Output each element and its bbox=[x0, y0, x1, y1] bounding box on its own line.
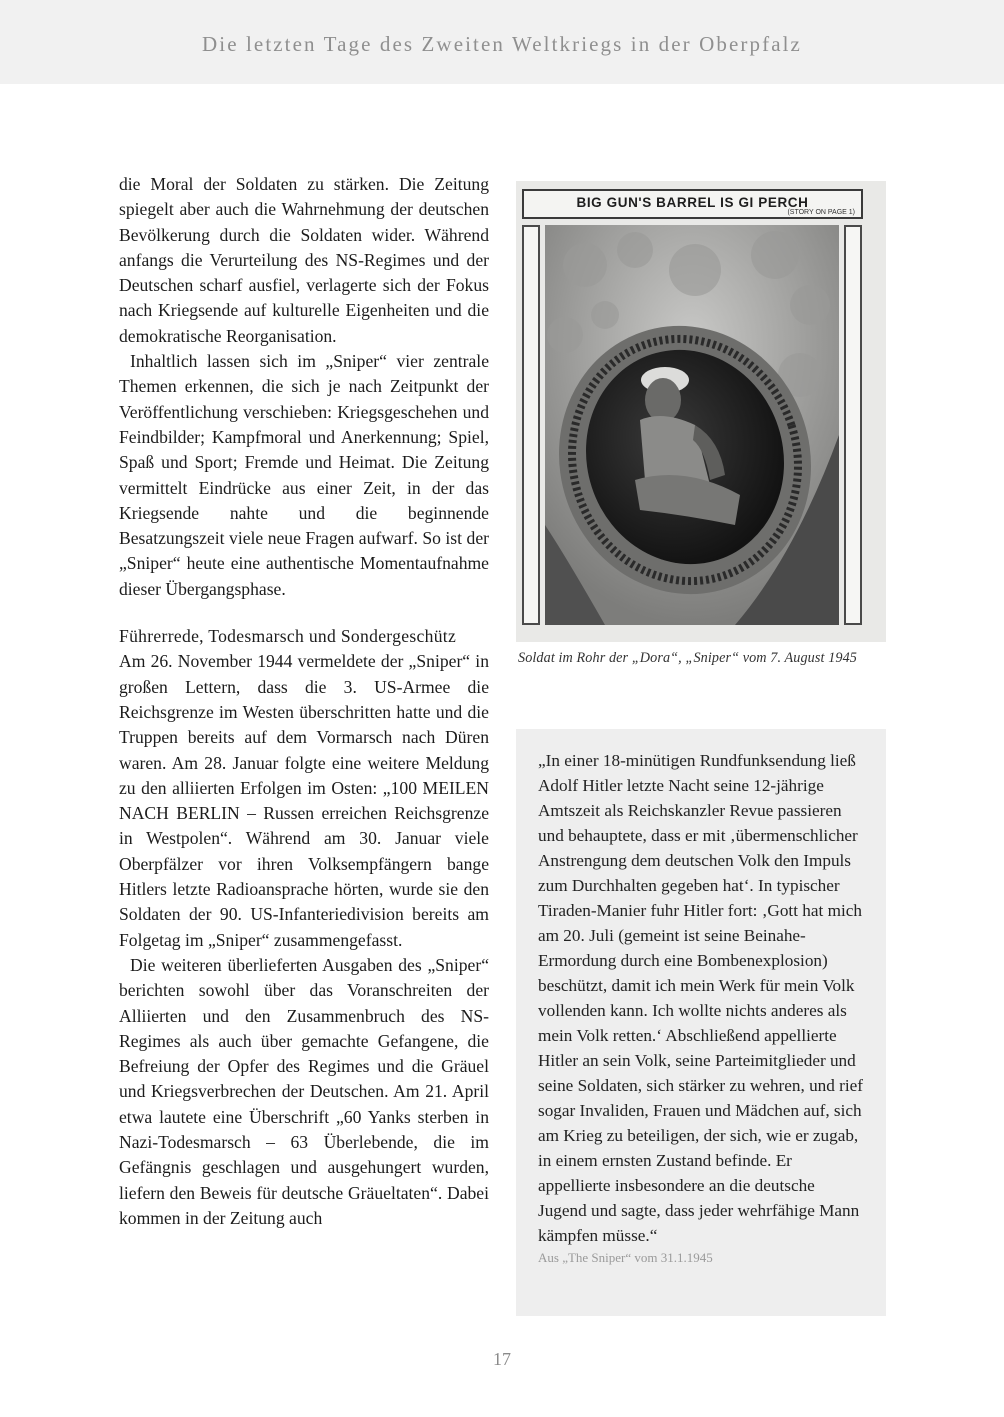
quote-text: „In einer 18-minütigen Rundfunksendung ließ Adolf Hitler letzte Nacht seine 12-jährige Amtszeit als Reichskanzler Revue passieren und behauptete, dass er mit ‚übermenschlicher Anstrengung dem deutschen Volk den Impuls zum Durchhalten gegeben hat‘. In typischer Tiraden-Manier fuhr Hitler fort: ‚Gott hat mich am 20. Juli (gemeint ist seine Beinahe-Ermordung durch eine Bombenexplosion) beschützt, damit ich mein Werk für mein Volk vollenden kann. Ich wollte nichts anderes als mein Volk retten.‘ Abschließend appellierte Hitler an sein Volk, seine Parteimitglieder und seine Soldaten, sich stärker zu wehren, und rief sogar Invaliden, Frauen und Mädchen auf, sich am Krieg zu beteiligen, der sich, wie er zugab, in einem ernsten Zustand befinde. Er appellierte insbesondere an die deutsche Jugend und sagte, dass jeder wehrfähige Mann kämpfen müsse.“ bbox=[538, 751, 864, 1245]
quote-box bbox=[516, 729, 886, 1316]
clipping-subline: (STORY ON PAGE 1) bbox=[787, 209, 855, 216]
body-paragraph: Die weiteren überlieferten Ausgaben des „Sniper“ berichten sowohl über das Voranschreiten der Alliierten und den Zusammenbruch des NS-Regimes als auch über gemachte Gefangene, die Befreiung der Opfer des Regimes und die Gräuel und Kriegsverbrechen der Deutschen. Am 21. April etwa lautete eine Überschrift „60 Yanks sterben in Nazi-Todesmarsch – 63 Überlebende, die im Gefängnis geschlagen und ausgehungert wurden, liefern den Beweis für deutsche Gräueltaten“. Dabei kommen in der Zeitung auch bbox=[119, 954, 489, 1228]
clipping-left-rule bbox=[522, 225, 540, 625]
running-header-title: Die letzten Tage des Zweiten Weltkriegs in der Oberpfalz bbox=[202, 32, 802, 56]
page-number: 17 bbox=[493, 1349, 511, 1369]
newspaper-clipping bbox=[516, 181, 886, 642]
clipping-right-rule bbox=[844, 225, 862, 625]
figure-caption: Soldat im Rohr der „Dora“, „Sniper“ vom 7. August 1945 bbox=[518, 650, 857, 666]
body-paragraph: die Moral der Soldaten zu stärken. Die Zeitung spiegelt aber auch die Wahrnehmung der deutschen Bevölkerung durch die Soldaten wider. Während anfangs die Verurteilung des NS-Regimes und der Deutschen scharf ausfiel, verlagerte sich der Fokus nach Kriegsende auf kulturelle Eigenheiten und die demokratische Reorganisation. bbox=[119, 174, 489, 346]
body-paragraph: Inhaltlich lassen sich im „Sniper“ vier zentrale Themen erkennen, die sich je nach Zeitpunkt der Veröffentlichung verschieben: Kriegsgeschehen und Feindbilder; Kampfmoral und Anerkennung; Spiel, Spaß und Sport; Fremde und Heimat. Die Zeitung vermittelt Eindrücke aus einer Zeit, in der das Kriegsende nahte und die beginnende Besatzungszeit viele neue Fragen aufwarf. So ist der „Sniper“ heute eine authentische Momentaufnahme dieser Übergangsphase. bbox=[119, 351, 489, 599]
section-heading: Führerrede, Todesmarsch und Sondergeschütz bbox=[119, 626, 457, 647]
body-paragraph: Am 26. November 1944 vermeldete der „Sniper“ in großen Lettern, dass die 3. US-Armee die Reichsgrenze im Westen überschritten hatte und die Truppen bereits auf dem Vormarsch nach Düren waren. Am 28. Januar folgte eine weitere Meldung zu den alliierten Erfolgen im Osten: „100 MEILEN NACH BERLIN – Russen erreichen Reichsgrenze in Westpolen“. Während am 30. Januar viele Oberpfälzer vor ihren Volksempfängern bange Hitlers letzte Radioansprache hörten, wurde sie den Soldaten der 90. US-Infanteriedivision bereits am Folgetag im „Sniper“ zusammengefasst. bbox=[119, 651, 489, 950]
clipping-headline: BIG GUN'S BARREL IS GI PERCH bbox=[576, 195, 809, 210]
clipping-banner bbox=[522, 189, 863, 219]
running-header bbox=[0, 0, 1004, 84]
main-text-column bbox=[119, 172, 489, 1231]
soldier-in-gun-barrel-photo bbox=[545, 225, 839, 625]
quote-source: Aus „The Sniper“ vom 31.1.1945 bbox=[538, 1250, 713, 1265]
